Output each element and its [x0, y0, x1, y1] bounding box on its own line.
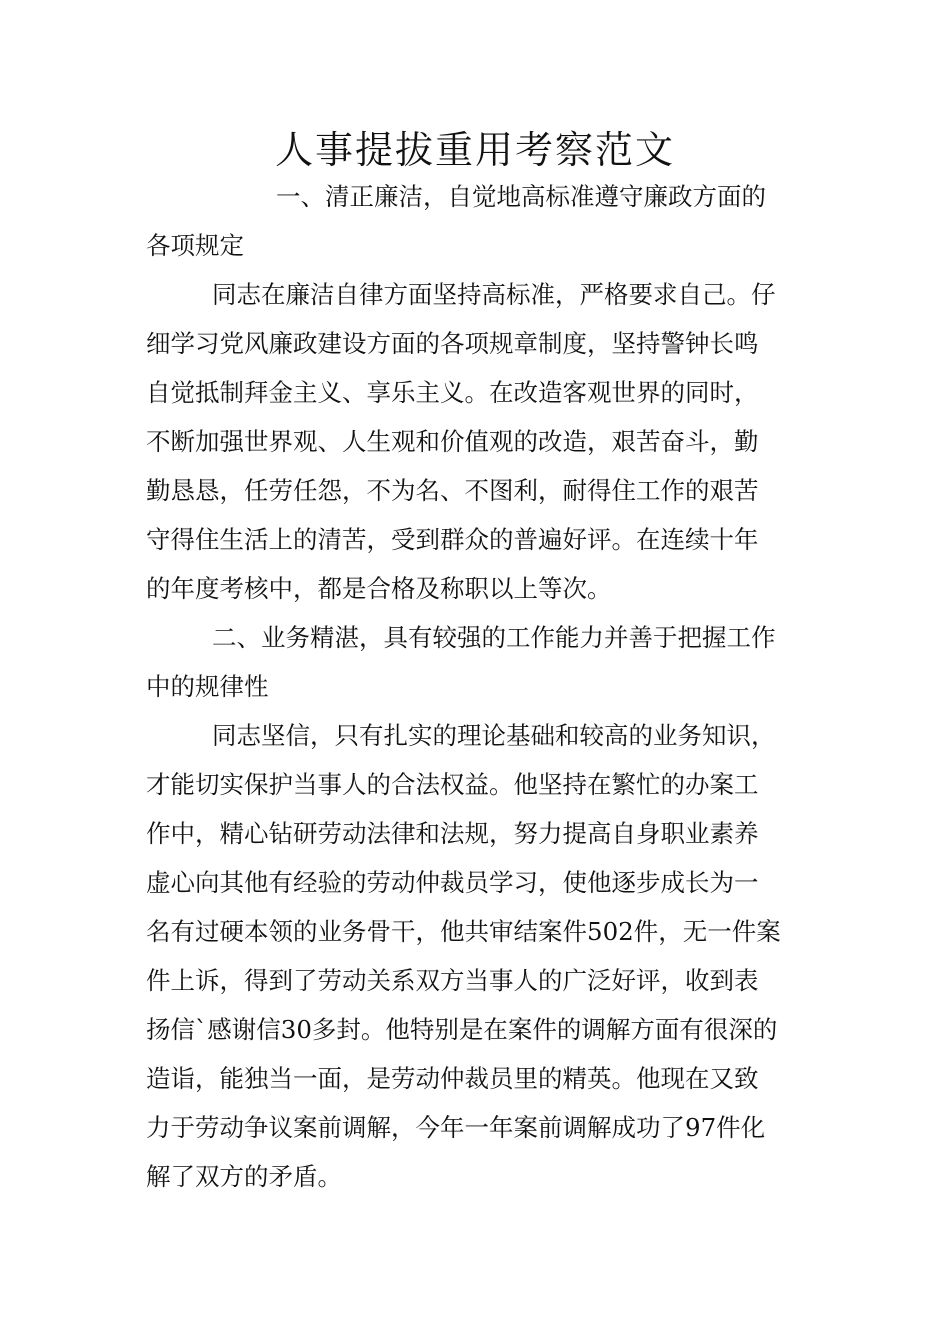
- document-title: 人事提拔重用考察范文: [274, 128, 675, 172]
- section-heading-2: 二、业务精湛，具有较强的工作能力并善于把握工作: [212, 623, 776, 652]
- paragraph-2-line: 作中，精心钻研劳动法律和法规，努力提高自身职业素养: [146, 819, 759, 848]
- paragraph-1-line: 的年度考核中，都是合格及称职以上等次。: [146, 574, 612, 603]
- paragraph-2-line: 解了双方的矛盾。: [146, 1162, 342, 1191]
- paragraph-2-line: 才能切实保护当事人的合法权益。他坚持在繁忙的办案工: [146, 770, 759, 799]
- paragraph-2-line: 力于劳动争议案前调解，今年一年案前调解成功了97件化: [146, 1113, 766, 1142]
- paragraph-2-line: 造诣，能独当一面，是劳动仲裁员里的精英。他现在又致: [146, 1064, 759, 1093]
- paragraph-2-line: 虚心向其他有经验的劳动仲裁员学习，使他逐步成长为一: [146, 868, 759, 897]
- paragraph-1-line: 不断加强世界观、人生观和价值观的改造，艰苦奋斗，勤: [146, 427, 759, 456]
- section-heading-2-cont: 中的规律性: [146, 672, 269, 701]
- paragraph-1-line: 细学习党风廉政建设方面的各项规章制度，坚持警钟长鸣: [146, 329, 759, 358]
- paragraph-2-line: 件上诉，得到了劳动关系双方当事人的广泛好评，收到表: [146, 966, 759, 995]
- paragraph-1-line: 自觉抵制拜金主义、享乐主义。在改造客观世界的同时，: [146, 378, 759, 407]
- section-heading-1-cont: 各项规定: [146, 231, 244, 260]
- paragraph-2-line: 扬信`感谢信30多封。他特别是在案件的调解方面有很深的: [146, 1015, 778, 1044]
- paragraph-2-line: 名有过硬本领的业务骨干，他共审结案件502件，无一件案: [146, 917, 781, 946]
- paragraph-1-line: 勤恳恳，任劳任怨，不为名、不图利，耐得住工作的艰苦: [146, 476, 759, 505]
- paragraph-1-line: 守得住生活上的清苦，受到群众的普遍好评。在连续十年: [146, 525, 759, 554]
- section-heading-1: 一、清正廉洁，自觉地高标准遵守廉政方面的: [276, 182, 766, 211]
- paragraph-1-line: 同志在廉洁自律方面坚持高标准，严格要求自己。仔: [212, 280, 776, 309]
- document-body: [146, 172, 810, 1201]
- paragraph-2-line: 同志坚信，只有扎实的理论基础和较高的业务知识，: [212, 721, 776, 750]
